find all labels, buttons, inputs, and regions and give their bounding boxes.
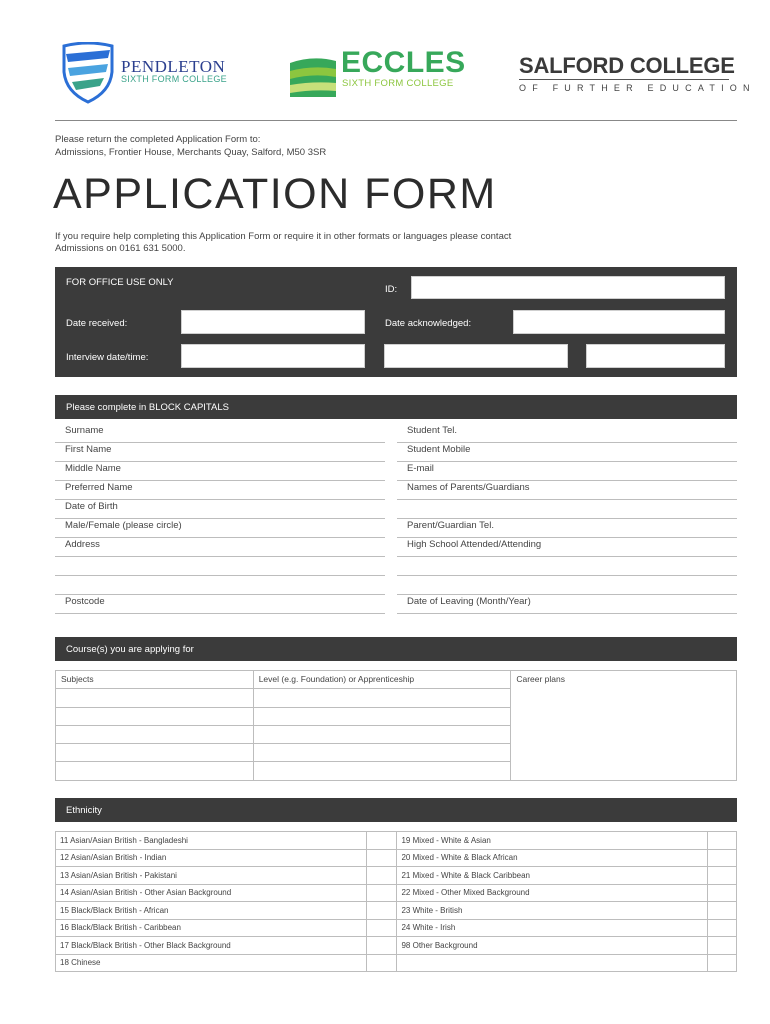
ethnicity-checkbox[interactable] bbox=[708, 832, 737, 850]
eccles-logo-name: ECCLES bbox=[341, 46, 466, 79]
ethnicity-option: 16 Black/Black British - Caribbean bbox=[56, 919, 367, 937]
table-row bbox=[56, 954, 737, 972]
interview-time-field[interactable] bbox=[384, 344, 568, 368]
guardian-tel-field[interactable]: Parent/Guardian Tel. bbox=[397, 519, 737, 538]
personal-left-column bbox=[55, 424, 385, 614]
ethnicity-checkbox[interactable] bbox=[366, 849, 397, 867]
interview-date-field[interactable] bbox=[181, 344, 365, 368]
level-header: Level (e.g. Foundation) or Apprenticeship bbox=[253, 671, 511, 689]
date-received-label: Date received: bbox=[66, 318, 128, 329]
help-line-2: Admissions on 0161 631 5000. bbox=[55, 243, 186, 254]
career-plans-cell[interactable] bbox=[511, 671, 737, 781]
table-row bbox=[56, 884, 737, 902]
table-row bbox=[56, 671, 737, 689]
subject-cell[interactable] bbox=[56, 744, 254, 762]
level-cell[interactable] bbox=[253, 762, 511, 780]
ethnicity-option: 21 Mixed - White & Black Caribbean bbox=[397, 867, 708, 885]
level-cell[interactable] bbox=[253, 725, 511, 743]
ethnicity-checkbox[interactable] bbox=[366, 902, 397, 920]
ethnicity-option: 12 Asian/Asian British - Indian bbox=[56, 849, 367, 867]
ethnicity-option bbox=[397, 954, 708, 972]
personal-section-heading: Please complete in BLOCK CAPITALS bbox=[55, 395, 737, 419]
ethnicity-option: 19 Mixed - White & Asian bbox=[397, 832, 708, 850]
first-name-field[interactable]: First Name bbox=[55, 443, 385, 462]
ethnicity-checkbox[interactable] bbox=[366, 937, 397, 955]
ethnicity-option: 17 Black/Black British - Other Black Background bbox=[56, 937, 367, 955]
table-row bbox=[56, 832, 737, 850]
help-text bbox=[55, 231, 525, 255]
date-of-leaving-field[interactable]: Date of Leaving (Month/Year) bbox=[397, 595, 737, 614]
table-row bbox=[56, 937, 737, 955]
return-line-2: Admissions, Frontier House, Merchants Quay, Salford, M50 3SR bbox=[55, 147, 327, 158]
date-acknowledged-label: Date acknowledged: bbox=[385, 318, 472, 329]
ethnicity-checkbox[interactable] bbox=[708, 954, 737, 972]
career-plans-header: Career plans bbox=[516, 674, 566, 684]
ethnicity-option: 24 White - Irish bbox=[397, 919, 708, 937]
interviewer-field[interactable] bbox=[586, 344, 725, 368]
high-school-line-3[interactable] bbox=[397, 576, 737, 595]
eccles-logo-mark bbox=[290, 41, 336, 97]
ethnicity-checkbox[interactable] bbox=[366, 884, 397, 902]
return-address bbox=[55, 133, 326, 159]
table-row bbox=[56, 849, 737, 867]
student-tel-field[interactable]: Student Tel. bbox=[397, 424, 737, 443]
salford-logo-rule bbox=[519, 79, 729, 80]
id-field[interactable] bbox=[411, 276, 725, 299]
level-cell[interactable] bbox=[253, 707, 511, 725]
ethnicity-option: 98 Other Background bbox=[397, 937, 708, 955]
student-mobile-field[interactable]: Student Mobile bbox=[397, 443, 737, 462]
ethnicity-checkbox[interactable] bbox=[366, 832, 397, 850]
ethnicity-section-heading: Ethnicity bbox=[55, 798, 737, 822]
ethnicity-option: 23 White - British bbox=[397, 902, 708, 920]
eccles-logo-sub: SIXTH FORM COLLEGE bbox=[342, 78, 454, 89]
ethnicity-option: 18 Chinese bbox=[56, 954, 367, 972]
salford-logo-name: SALFORD COLLEGE bbox=[519, 53, 735, 78]
guardian-names-line-2[interactable] bbox=[397, 500, 737, 519]
ethnicity-checkbox[interactable] bbox=[708, 937, 737, 955]
email-field[interactable]: E-mail bbox=[397, 462, 737, 481]
interview-label: Interview date/time: bbox=[66, 352, 149, 363]
table-row bbox=[56, 867, 737, 885]
subject-cell[interactable] bbox=[56, 689, 254, 707]
guardian-names-field[interactable]: Names of Parents/Guardians bbox=[397, 481, 737, 500]
preferred-name-field[interactable]: Preferred Name bbox=[55, 481, 385, 500]
ethnicity-checkbox[interactable] bbox=[708, 867, 737, 885]
pendleton-logo-shield bbox=[60, 42, 116, 104]
subjects-header: Subjects bbox=[56, 671, 254, 689]
office-use-heading: FOR OFFICE USE ONLY bbox=[66, 277, 174, 288]
subject-cell[interactable] bbox=[56, 707, 254, 725]
ethnicity-checkbox[interactable] bbox=[366, 954, 397, 972]
table-row bbox=[56, 919, 737, 937]
gender-field[interactable]: Male/Female (please circle) bbox=[55, 519, 385, 538]
postcode-field[interactable]: Postcode bbox=[55, 595, 385, 614]
address-field[interactable]: Address bbox=[55, 538, 385, 557]
personal-right-column bbox=[397, 424, 737, 614]
ethnicity-checkbox[interactable] bbox=[366, 867, 397, 885]
surname-field[interactable]: Surname bbox=[55, 424, 385, 443]
salford-logo-sub: OF FURTHER EDUCATION bbox=[519, 83, 756, 93]
ethnicity-table bbox=[55, 831, 737, 972]
ethnicity-option: 11 Asian/Asian British - Bangladeshi bbox=[56, 832, 367, 850]
subject-cell[interactable] bbox=[56, 725, 254, 743]
ethnicity-option: 22 Mixed - Other Mixed Background bbox=[397, 884, 708, 902]
subject-cell[interactable] bbox=[56, 762, 254, 780]
middle-name-field[interactable]: Middle Name bbox=[55, 462, 385, 481]
level-cell[interactable] bbox=[253, 689, 511, 707]
table-row bbox=[56, 902, 737, 920]
return-line-1: Please return the completed Application Form to: bbox=[55, 134, 261, 145]
ethnicity-option: 13 Asian/Asian British - Pakistani bbox=[56, 867, 367, 885]
ethnicity-checkbox[interactable] bbox=[708, 884, 737, 902]
date-acknowledged-field[interactable] bbox=[513, 310, 725, 334]
page-title: APPLICATION FORM bbox=[53, 170, 497, 218]
ethnicity-checkbox[interactable] bbox=[708, 849, 737, 867]
courses-section-heading: Course(s) you are applying for bbox=[55, 637, 737, 661]
level-cell[interactable] bbox=[253, 744, 511, 762]
courses-table bbox=[55, 670, 737, 781]
date-received-field[interactable] bbox=[181, 310, 365, 334]
address-line-2[interactable] bbox=[55, 557, 385, 576]
address-line-3[interactable] bbox=[55, 576, 385, 595]
ethnicity-option: 14 Asian/Asian British - Other Asian Background bbox=[56, 884, 367, 902]
ethnicity-checkbox[interactable] bbox=[708, 902, 737, 920]
id-label: ID: bbox=[385, 284, 398, 295]
header-divider bbox=[55, 120, 737, 121]
high-school-line-2[interactable] bbox=[397, 557, 737, 576]
ethnicity-checkbox[interactable] bbox=[708, 919, 737, 937]
ethnicity-checkbox[interactable] bbox=[366, 919, 397, 937]
date-of-birth-field[interactable]: Date of Birth bbox=[55, 500, 385, 519]
pendleton-logo-sub: SIXTH FORM COLLEGE bbox=[121, 74, 227, 84]
help-line-1: If you require help completing this Application Form or require it in other formats or languages please contact bbox=[55, 231, 512, 242]
office-use-panel bbox=[55, 267, 737, 377]
ethnicity-option: 20 Mixed - White & Black African bbox=[397, 849, 708, 867]
pendleton-logo-name: PENDLETON bbox=[121, 57, 226, 76]
ethnicity-option: 15 Black/Black British - African bbox=[56, 902, 367, 920]
high-school-field[interactable]: High School Attended/Attending bbox=[397, 538, 737, 557]
